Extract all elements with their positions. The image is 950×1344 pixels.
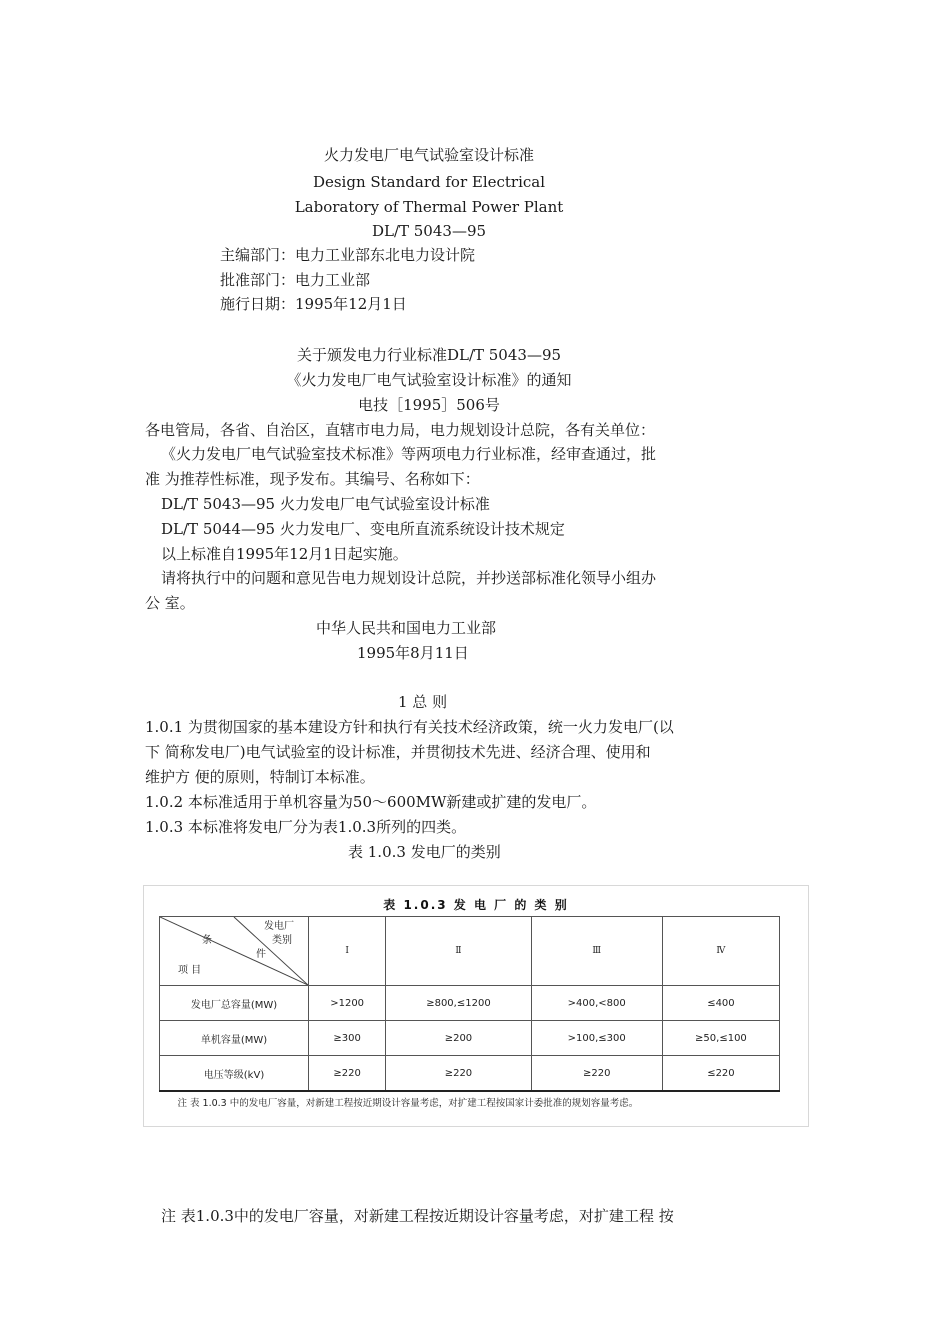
notice-doc-number: 电技［1995］506号 <box>358 396 500 414</box>
table-cell: ≥220 <box>531 1056 662 1092</box>
row-label-voltage-level: 电压等级(kV) <box>160 1056 309 1092</box>
table-caption: 表 1.0.3 发电厂的类别 <box>348 843 501 861</box>
title-en-line2: Laboratory of Thermal Power Plant <box>294 198 564 216</box>
clause-1-0-3: 1.0.3 本标准将发电厂分为表1.0.3所列的四类。 <box>145 818 467 836</box>
corner-label-jian: 件 <box>256 949 266 960</box>
clause-1-0-2: 1.0.2 本标准适用于单机容量为50～600MW新建或扩建的发电厂。 <box>145 793 597 811</box>
class-header-4: Ⅳ <box>662 917 779 986</box>
notice-paragraph1-b: 准 为推荐性标准，现予发布。其编号、名称如下： <box>145 470 480 488</box>
table-cell: >1200 <box>309 986 386 1021</box>
table-cell: ≤400 <box>662 986 779 1021</box>
table-row <box>160 986 780 1021</box>
chapter-heading: 1 总 则 <box>398 693 448 711</box>
class-header-3: Ⅲ <box>531 917 662 986</box>
clause-1-0-1-a: 1.0.1 为贯彻国家的基本建设方针和执行有关技术经济政策，统一火力发电厂(以 <box>145 718 674 736</box>
effective-date: 施行日期：1995年12月1日 <box>220 295 407 313</box>
notice-paragraph3-b: 公 室。 <box>145 594 195 612</box>
corner-label-tiao: 条 <box>202 935 212 946</box>
table-cell: ≥200 <box>386 1021 531 1056</box>
clause-1-0-1-b: 下 简称发电厂)电气试验室的设计标准，并贯彻技术先进、经济合理、使用和 <box>145 743 651 761</box>
row-label-total-capacity: 发电厂总容量(MW) <box>160 986 309 1021</box>
notice-title-line1: 关于颁发电力行业标准DL/T 5043—95 <box>296 346 562 364</box>
table-corner-cell <box>160 917 309 986</box>
table-row <box>160 1021 780 1056</box>
table-row <box>160 1056 780 1092</box>
plant-category-table <box>159 916 780 1112</box>
row-label-unit-capacity: 单机容量(MW) <box>160 1021 309 1056</box>
table-cell: ≥300 <box>309 1021 386 1056</box>
table-figure <box>143 885 809 1127</box>
class-header-1: Ⅰ <box>309 917 386 986</box>
notice-paragraph1-a: 《火力发电厂电气试验室技术标准》等两项电力行业标准，经审查通过，批 <box>161 445 657 463</box>
corner-label-plant: 发电厂 <box>264 921 294 932</box>
footer-note: 注 表1.0.3中的发电厂容量，对新建工程按近期设计容量考虑，对扩建工程 按 <box>161 1207 674 1225</box>
approver-dept: 批准部门：电力工业部 <box>220 271 371 289</box>
editor-dept: 主编部门：电力工业部东北电力设计院 <box>220 246 476 264</box>
notice-title-line2: 《火力发电厂电气试验室设计标准》的通知 <box>286 371 572 389</box>
table-note: 注 表 1.0.3 中的发电厂容量，对新建工程按近期设计容量考虑，对扩建工程按国家计委批准的规划容量考虑。 <box>160 1091 780 1112</box>
notice-issuer: 中华人民共和国电力工业部 <box>316 619 497 637</box>
standard-code: DL/T 5043—95 <box>371 222 487 240</box>
table-cell: ≥220 <box>309 1056 386 1092</box>
notice-item2: DL/T 5044—95 火力发电厂、变电所直流系统设计技术规定 <box>161 520 565 538</box>
title-cn: 火力发电厂电气试验室设计标准 <box>323 146 534 164</box>
notice-paragraph2: 以上标准自1995年12月1日起实施。 <box>161 545 408 563</box>
notice-paragraph3-a: 请将执行中的问题和意见告电力规划设计总院，并抄送部标准化领导小组办 <box>161 569 657 587</box>
table-cell: ≥220 <box>386 1056 531 1092</box>
notice-item1: DL/T 5043—95 火力发电厂电气试验室设计标准 <box>161 495 490 513</box>
table-image-title: 表 1.0.3 发 电 厂 的 类 别 <box>383 898 569 912</box>
table-cell: ≤220 <box>662 1056 779 1092</box>
clause-1-0-1-c: 维护方 便的原则，特制订本标准。 <box>145 768 375 786</box>
notice-date: 1995年8月11日 <box>357 644 469 662</box>
table-cell: >400,<800 <box>531 986 662 1021</box>
corner-label-class: 类别 <box>272 935 292 946</box>
notice-addressee: 各电管局，各省、自治区，直辖市电力局，电力规划设计总院，各有关单位： <box>145 421 656 439</box>
table-cell: ≥800,≤1200 <box>386 986 531 1021</box>
title-en-line1: Design Standard for Electrical <box>312 173 546 191</box>
class-header-2: Ⅱ <box>386 917 531 986</box>
table-cell: >100,≤300 <box>531 1021 662 1056</box>
table-cell: ≥50,≤100 <box>662 1021 779 1056</box>
corner-label-item: 项 目 <box>178 965 202 976</box>
